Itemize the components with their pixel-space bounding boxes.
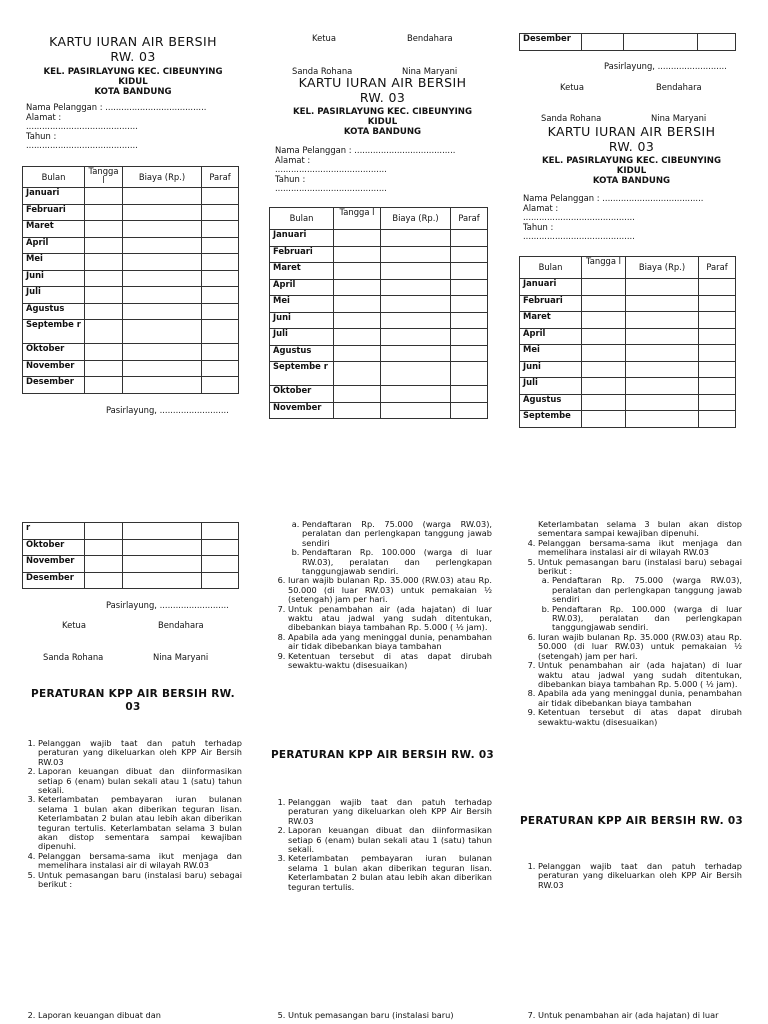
rules1-item-2: 2. Laporan keuangan dibuat dan diinformasikan setiap 6 (enam) bulan sekali atau 1 (satu) tahun sekali. (38, 767, 242, 795)
rules2-cont (272, 520, 492, 671)
rules3-title: PERATURAN KPP AIR BERSIH RW. 03 (519, 815, 744, 827)
card3-prev-table (519, 33, 736, 51)
card1-th-paraf: Paraf (202, 167, 239, 188)
card3-title: KARTU IURAN AIR BERSIH (547, 124, 716, 139)
card3-table (519, 256, 736, 428)
page4-desember: Desember (23, 572, 85, 589)
card2-table (269, 207, 488, 419)
card1-alamat: Alamat : (26, 111, 62, 122)
card3-prev-place: Pasirlayung, .......................... (604, 61, 727, 71)
card3-fields (523, 194, 748, 242)
card1-month-desember: Desember (23, 377, 85, 394)
card1-th-tanggal: Tangga l (85, 167, 123, 188)
rules3-item-7: 7. Untuk penambahan air (ada hajatan) di luar waktu atau jadwal yang sudah ditentukan, dibebankan biaya tambahan Rp. 5.000 ( ½ jam). (538, 661, 742, 689)
rules2-item-6: 6. Iuran wajib bulanan Rp. 35.000 (RW.03) atau Rp. 50.000 (di luar RW.03) untuk pemakaian ½ (setengah) jam per hari. (288, 576, 492, 604)
card1-place: Pasirlayung, .......................... (106, 405, 229, 415)
rules1-cut-item-2: 2. Laporan keuangan dibuat dan (38, 1011, 242, 1020)
card2-month-april: April (270, 279, 334, 296)
rules2-item-1: 1. Pelanggan wajib taat dan patuh terhadap peraturan yang dikeluarkan oleh KPP Air Bersih RW.03 (288, 798, 492, 826)
rules2-item-5a: a. Pendaftaran Rp. 75.000 (warga RW.03), peralatan dan perlengkapan tanggung jawab sendiri (302, 520, 492, 548)
card2-month-juli: Juli (270, 329, 334, 346)
rules3-item-5a: a. Pendaftaran Rp. 75.000 (warga RW.03), peralatan dan perlengkapan tanggung jawab sendiri (552, 576, 742, 604)
page4-place: Pasirlayung, .......................... (106, 600, 229, 610)
card2-month-januari: Januari (270, 230, 334, 247)
page4-november: November (23, 556, 85, 573)
card3-month-januari: Januari (520, 279, 582, 296)
rules2-cut (272, 1011, 492, 1020)
rules1-cut (22, 1011, 242, 1020)
card3-rw: RW. 03 (608, 139, 655, 154)
rules1-item-3: 3. Keterlambatan pembayaran iuran bulanan selama 1 bulan akan diberikan teguran lisan. Keterlambatan 2 bulan atau lebih akan diberikan teguran tertulis. Keterlambatan selama 3 bulan akan distop sementara sampai kewajiban dipenuhi. (38, 795, 242, 851)
card2-alamat-line: .......................................... (275, 164, 387, 174)
page4-table (22, 522, 239, 589)
rules1-item-4: 4. Pelanggan bersama-sama ikut menjaga dan memelihara instalasi air di wilayah RW.03 (38, 852, 242, 871)
card1-tahun: Tahun : (26, 130, 57, 141)
card1-th-biaya: Biaya (Rp.) (123, 167, 202, 188)
card2-bendahara-top: Bendahara (407, 33, 453, 43)
rules2-item-5b: b. Pendaftaran Rp. 100.000 (warga di luar RW.03), peralatan dan perlengkapan tanggungjawab sendiri. (302, 548, 492, 576)
card3-month-juni: Juni (520, 361, 582, 378)
page4-oktober: Oktober (23, 539, 85, 556)
card2-month-juni: Juni (270, 312, 334, 329)
card2-alamat: Alamat : (275, 154, 311, 165)
card2-title: KARTU IURAN AIR BERSIH (298, 75, 467, 90)
card1-tahun-line: .......................................... (26, 140, 138, 150)
rules2-cut-item-5: 5. Untuk pemasangan baru (instalasi baru) (288, 1011, 492, 1020)
card1-rw: RW. 03 (110, 49, 156, 64)
card2-th-biaya: Biaya (Rp.) (381, 208, 451, 230)
rules3-item-1: 1. Pelanggan wajib taat dan patuh terhadap peraturan yang dikeluarkan oleh KPP Air Bersih RW.03 (538, 862, 742, 890)
rules1-item-1: 1. Pelanggan wajib taat dan patuh terhadap peraturan yang dikeluarkan oleh KPP Air Bersih RW.03 (38, 739, 242, 767)
card1-month-juli: Juli (23, 287, 85, 304)
card3-ketua-top: Ketua (560, 82, 584, 92)
card3-month-juli: Juli (520, 378, 582, 395)
card1-table (22, 166, 239, 394)
card1-kota: KOTA BANDUNG (94, 87, 172, 97)
card2-rw: RW. 03 (359, 90, 406, 105)
card2-th-bulan: Bulan (270, 208, 334, 230)
rules2-list (272, 798, 492, 892)
card3-month-agustus: Agustus (520, 394, 582, 411)
card2-th-paraf: Paraf (451, 208, 488, 230)
rules1-list (22, 739, 242, 890)
card3-nama: Nama Pelanggan : ...................................... (523, 193, 704, 203)
card1-month-april: April (23, 237, 85, 254)
rules3-item-8: 8. Apabila ada yang meninggal dunia, penambahan air tidak dibebankan biaya tambahan (538, 689, 742, 708)
card2-month-september: Septembe r (270, 362, 334, 386)
rules3-cut-item-7: 7. Untuk penambahan air (ada hajatan) di luar (538, 1011, 742, 1020)
card3-month-maret: Maret (520, 312, 582, 329)
rules3-item-5b: b. Pendaftaran Rp. 100.000 (warga di luar RW.03), peralatan dan perlengkapan tanggungjawab sendiri. (552, 605, 742, 633)
card2-tahun-line: .......................................... (275, 183, 387, 193)
card2-kel: KEL. PASIRLAYUNG KEC. CIBEUNYING (292, 107, 473, 117)
card3-kota: KOTA BANDUNG (592, 176, 671, 186)
card1-kel: KEL. PASIRLAYUNG KEC. CIBEUNYING (43, 67, 223, 77)
rules2-item-8: 8. Apabila ada yang meninggal dunia, penambahan air tidak dibebankan biaya tambahan (288, 633, 492, 652)
card3-tahun-line: .......................................... (523, 231, 635, 241)
card3-kidul: KIDUL (616, 166, 647, 176)
card2-month-november: November (270, 402, 334, 419)
card1-month-februari: Februari (23, 204, 85, 221)
card3-month-februari: Februari (520, 295, 582, 312)
page4-bendahara: Bendahara (158, 620, 204, 630)
card3-alamat-line: .......................................... (523, 212, 635, 222)
rules3-item-4: 4. Pelanggan bersama-sama ikut menjaga dan memelihara instalasi air di wilayah RW.03 (538, 539, 742, 558)
card3-kel: KEL. PASIRLAYUNG KEC. CIBEUNYING (541, 156, 722, 166)
card1-kidul: KIDUL (118, 77, 148, 87)
page4-r: r (23, 523, 85, 540)
card3-th-tanggal: Tangga l (582, 257, 626, 279)
card1-th-bulan: Bulan (23, 167, 85, 188)
card2-tahun: Tahun : (275, 173, 306, 184)
card3-th-biaya: Biaya (Rp.) (626, 257, 699, 279)
rules2-item-3: 3. Keterlambatan pembayaran iuran bulanan selama 1 bulan akan diberikan teguran lisan. Keterlambatan 2 bulan atau lebih akan diberikan teguran tertulis. (288, 854, 492, 892)
card2-bendahara-name-top: Nina Maryani (402, 66, 458, 76)
card3-header (518, 124, 745, 186)
card3-month-mei: Mei (520, 345, 582, 362)
card1-fields (26, 103, 251, 151)
card3-th-bulan: Bulan (520, 257, 582, 279)
card3-prev-desember: Desember (520, 34, 582, 51)
page4-ketua-name: Sanda Rohana (43, 652, 104, 662)
card1-nama: Nama Pelanggan : ...................................... (26, 102, 207, 112)
rules3-cut (522, 1011, 742, 1020)
card2-ketua-name-top: Sanda Rohana (292, 66, 353, 76)
card1-month-agustus: Agustus (23, 303, 85, 320)
card2-month-agustus: Agustus (270, 345, 334, 362)
card2-month-maret: Maret (270, 263, 334, 280)
rules3-item-6: 6. Iuran wajib bulanan Rp. 35.000 (RW.03) atau Rp. 50.000 (di luar RW.03) untuk pemakaian ½ (setengah) jam per hari. (538, 633, 742, 661)
card2-kota: KOTA BANDUNG (343, 127, 422, 137)
card1-month-oktober: Oktober (23, 344, 85, 361)
card3-bendahara-name-top: Nina Maryani (651, 113, 707, 123)
card1-month-november: November (23, 360, 85, 377)
card3-alamat: Alamat : (523, 202, 559, 213)
rules2-item-2: 2. Laporan keuangan dibuat dan diinformasikan setiap 6 (enam) bulan sekali atau 1 (satu) tahun sekali. (288, 826, 492, 854)
card1-month-maret: Maret (23, 221, 85, 238)
rules3-item-5: 5. Untuk pemasangan baru (instalasi baru) sebagai berikut : (538, 558, 742, 577)
rules2-item-7: 7. Untuk penambahan air (ada hajatan) di luar waktu atau jadwal yang sudah ditentukan, dibebankan biaya tambahan Rp. 5.000 ( ½ jam). (288, 605, 492, 633)
card2-header (270, 75, 495, 137)
card3-ketua-name-top: Sanda Rohana (541, 113, 602, 123)
card2-kidul: KIDUL (367, 117, 398, 127)
card1-month-juni: Juni (23, 270, 85, 287)
page4-ketua: Ketua (62, 620, 86, 630)
card3-th-paraf: Paraf (699, 257, 736, 279)
card3-month-september: Septembe (520, 411, 582, 428)
rules3-item-9: 9. Ketentuan tersebut di atas dapat dirubah sewaktu-waktu (disesuaikan) (538, 708, 742, 727)
card1-month-januari: Januari (23, 188, 85, 205)
rules3-item-3-tail: Keterlambatan selama 3 bulan akan distop sementara sampai kewajiban dipenuhi. (538, 519, 742, 539)
card2-th-tanggal: Tangga l (334, 208, 381, 230)
rules2-title: PERATURAN KPP AIR BERSIH RW. 03 (270, 749, 495, 761)
card2-nama: Nama Pelanggan : ...................................... (275, 145, 456, 155)
card3-month-april: April (520, 328, 582, 345)
card2-month-mei: Mei (270, 296, 334, 313)
rules3-cont (522, 520, 742, 727)
card2-month-oktober: Oktober (270, 386, 334, 403)
card1-alamat-line: .......................................... (26, 121, 138, 131)
card1-month-september: Septembe r (23, 320, 85, 344)
rules1-item-5: 5. Untuk pemasangan baru (instalasi baru) sebagai berikut : (38, 871, 242, 890)
card2-ketua-top: Ketua (312, 33, 336, 43)
page4-bendahara-name: Nina Maryani (153, 652, 209, 662)
rules2-item-9: 9. Ketentuan tersebut di atas dapat dirubah sewaktu-waktu (disesuaikan) (288, 652, 492, 671)
card1-header (22, 34, 244, 97)
rules3-list (522, 862, 742, 890)
card2-month-februari: Februari (270, 246, 334, 263)
card1-month-mei: Mei (23, 254, 85, 271)
rules1-title: PERATURAN KPP AIR BERSIH RW. 03 (31, 688, 235, 713)
card3-tahun: Tahun : (523, 221, 554, 232)
card3-bendahara-top: Bendahara (656, 82, 702, 92)
card2-fields (275, 146, 500, 194)
card1-title: KARTU IURAN AIR BERSIH (49, 34, 217, 49)
